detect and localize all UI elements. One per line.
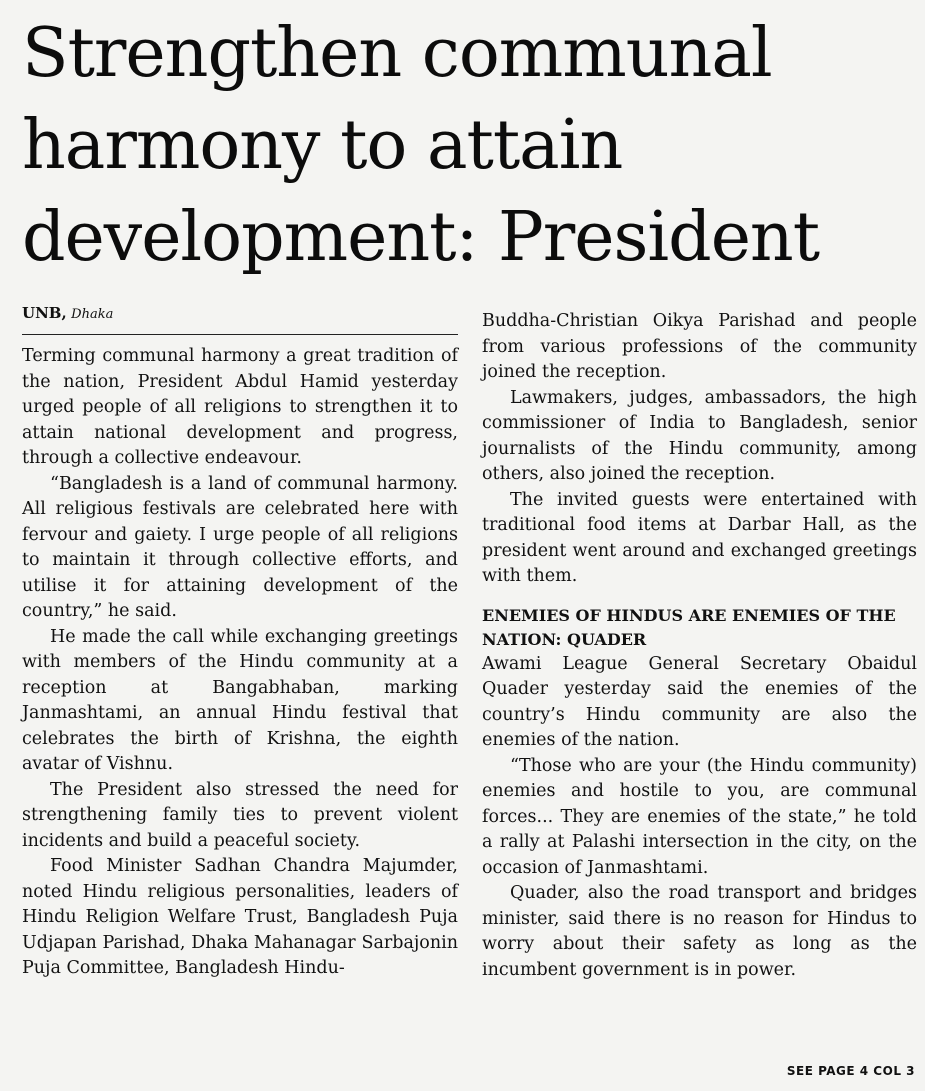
paragraph-attendees: Food Minister Sadhan Chandra Majumder, noted Hindu religious personalities, leaders of Hindu Religion Welfare Trust, Bangladesh Puja Udjapan Parishad, Dhaka Mahanagar Sarbajonin Puja Committee, Bangladesh Hindu- — [22, 856, 458, 978]
paragraph-attendees-continued: Buddha-Christian Oikya Parishad and people from various professions of the community joined the reception. — [482, 311, 917, 382]
paragraph-quader-safety: Quader, also the road transport and bridges minister, said there is no reason for Hindus to worry about their safety as long as the incumbent government is in power. — [482, 883, 917, 980]
right-column — [482, 309, 917, 983]
paragraph-guests: The invited guests were entertained with traditional food items at Darbar Hall, as the president went around and exchanged greetings with them. — [482, 489, 917, 586]
subheading: ENEMIES OF HINDUS ARE ENEMIES OF THE NATION: QUADER — [482, 605, 896, 649]
paragraph-lawmakers: Lawmakers, judges, ambassadors, the high commissioner of India to Bangladesh, senior journalists of the Hindu community, among others, also joined the reception. — [482, 387, 917, 484]
byline — [22, 304, 113, 324]
byline-agency: UNB, — [22, 304, 67, 322]
byline-city: Dhaka — [71, 307, 114, 322]
byline-divider — [22, 334, 458, 335]
left-column — [22, 344, 458, 982]
paragraph-quader-quote: “Those who are your (the Hindu community) enemies and hostile to you, are communal forces... They are enemies of the state,” he told a rally at Palashi intersection in the city, on the occasion of Janmashtami. — [482, 755, 917, 878]
paragraph-family-ties: The President also stressed the need for strengthening family ties to prevent violent incidents and build a peaceful society. — [22, 779, 458, 851]
paragraph-quote: “Bangladesh is a land of communal harmony. All religious festivals are celebrated here with fervour and gaiety. I urge people of all religions to maintain it through collective efforts, and utilise it for attaining development of the country,” he said. — [22, 473, 458, 621]
headline-line-3: development: President — [22, 198, 820, 277]
headline — [22, 8, 917, 284]
paragraph-occasion: He made the call while exchanging greetings with members of the Hindu community at a reception at Bangabhaban, marking Janmashtami, an annual Hindu festival that celebrates the birth of Krishna, the eighth avatar of Vishnu. — [22, 626, 458, 774]
headline-line-1: Strengthen communal — [22, 14, 772, 93]
headline-line-2: harmony to attain — [22, 106, 623, 185]
continuation-note: SEE PAGE 4 COL 3 — [786, 1064, 915, 1078]
paragraph-quader: Awami League General Secretary Obaidul Quader yesterday said the enemies of the country’s Hindu community are also the enemies of the nation. — [482, 653, 917, 750]
paragraph-intro: Terming communal harmony a great tradition of the nation, President Abdul Hamid yesterday urged people of all religions to strengthen it to attain national development and progress, through a collective endeavour. — [22, 346, 458, 468]
